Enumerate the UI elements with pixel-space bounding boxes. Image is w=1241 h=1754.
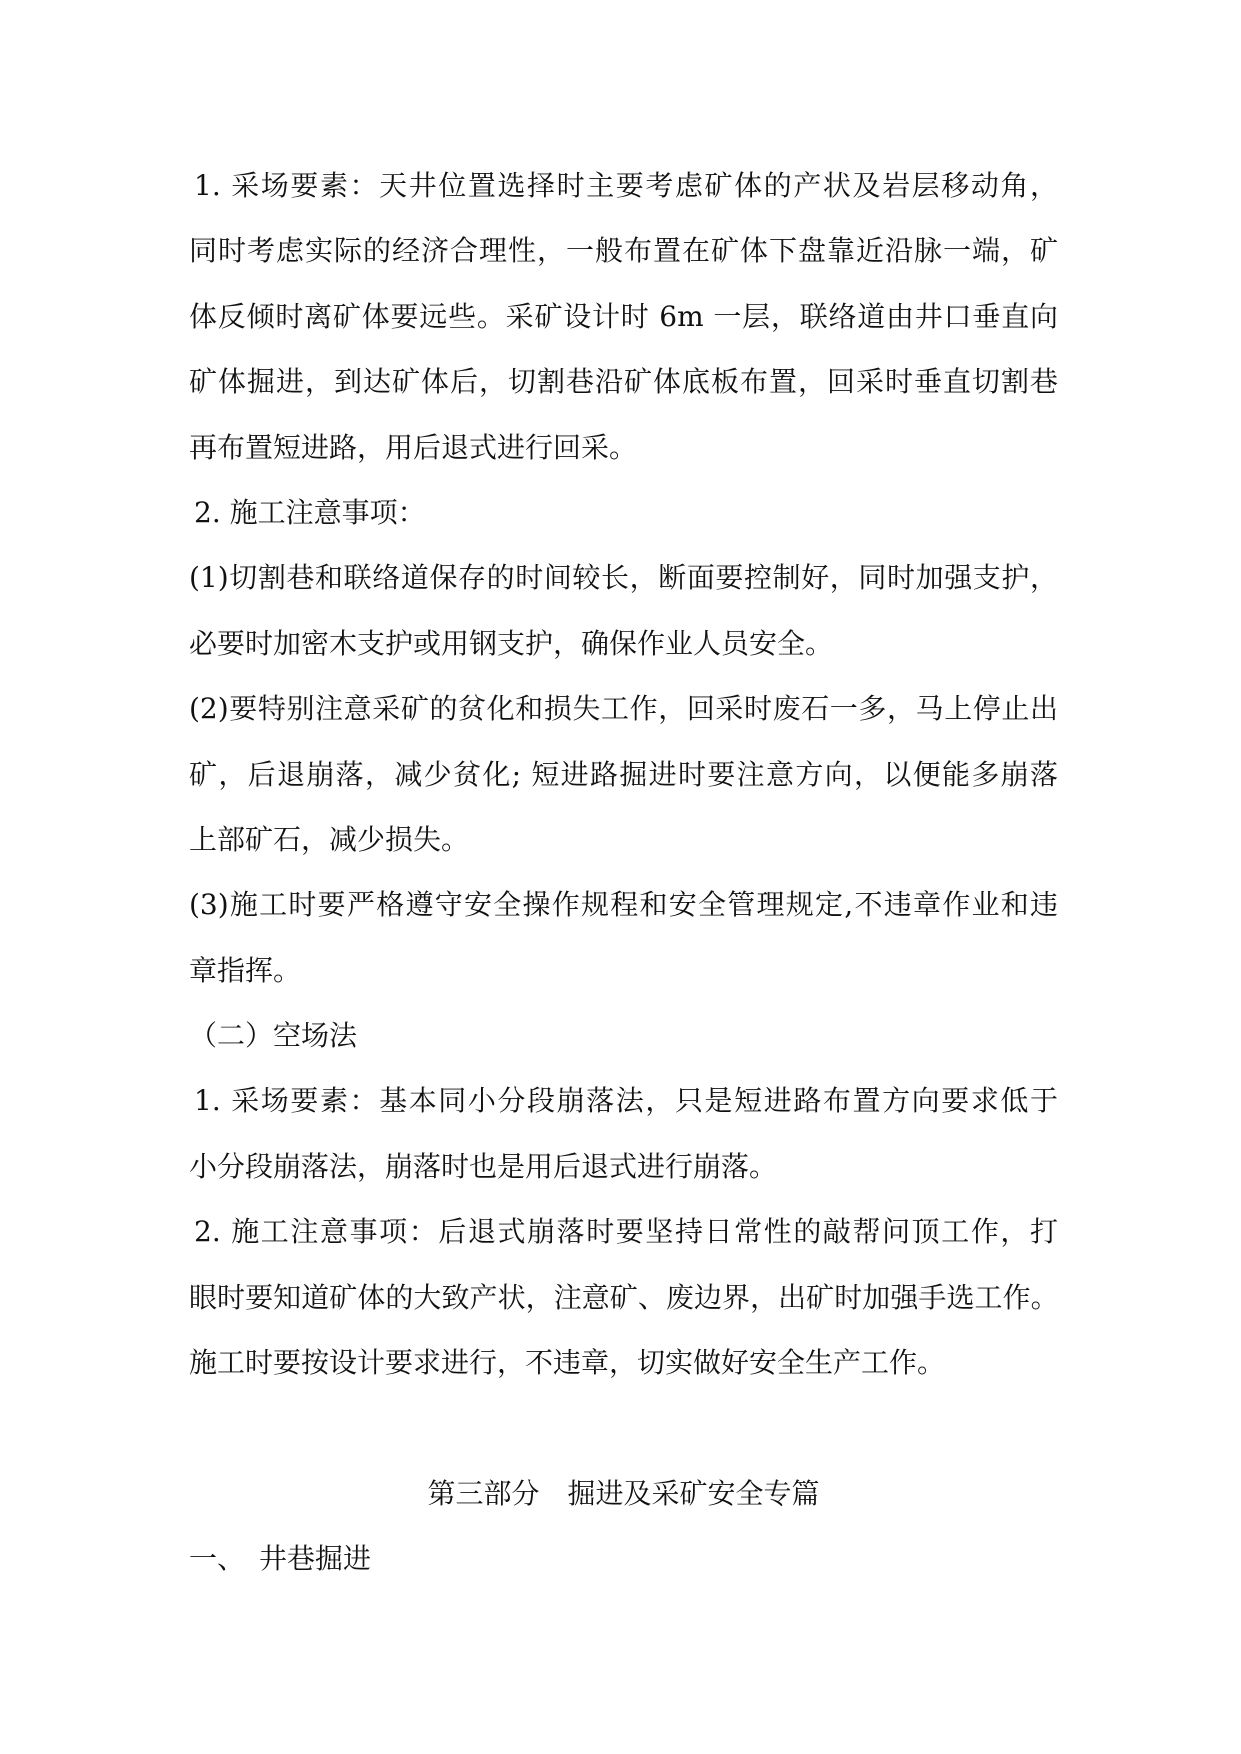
construction-notes-heading: 2. 施工注意事项： bbox=[194, 495, 426, 529]
paragraph-line: 小分段崩落法，崩落时也是用后退式进行崩落。 bbox=[189, 1149, 778, 1183]
section-heading: （二）空场法 bbox=[189, 1019, 358, 1053]
paragraph-line: 施工时要按设计要求进行，不违章，切实做好安全生产工作。 bbox=[189, 1346, 946, 1380]
paragraph-line: 再布置短进路，用后退式进行回采。 bbox=[189, 430, 638, 464]
spacer bbox=[189, 1395, 1058, 1460]
document-body bbox=[189, 153, 1058, 1592]
paragraph-line: 上部矿石，减少损失。 bbox=[189, 822, 470, 856]
subsection-heading: 一、 井巷掘进 bbox=[189, 1542, 372, 1576]
paragraph-line: (1)切割巷和联络道保存的时间较长，断面要控制好，同时加强支护， bbox=[189, 561, 1058, 595]
paragraph-line: 2. 施工注意事项：后退式崩落时要坚持日常性的敲帮问顶工作，打 bbox=[194, 1215, 1058, 1249]
open-stope-elements-paragraph bbox=[189, 1068, 1058, 1199]
paragraph-line: (2)要特别注意采矿的贫化和损失工作，回采时废石一多，马上停止出 bbox=[189, 692, 1058, 726]
paragraph-line: 体反倾时离矿体要远些。采矿设计时 6m 一层，联络道由井口垂直向 bbox=[189, 299, 1058, 333]
paragraph-line: 1. 采场要素：基本同小分段崩落法，只是短进路布置方向要求低于 bbox=[194, 1084, 1058, 1118]
paragraph-line: 眼时要知道矿体的大致产状，注意矿、废边界，出矿时加强手选工作。 bbox=[189, 1280, 1058, 1314]
part-title: 第三部分 掘进及采矿安全专篇 bbox=[427, 1476, 820, 1510]
paragraph-line: (3)施工时要严格遵守安全操作规程和安全管理规定,不违章作业和违 bbox=[189, 888, 1058, 922]
note-1-paragraph bbox=[189, 545, 1058, 676]
paragraph-line: 必要时加密木支护或用钢支护，确保作业人员安全。 bbox=[189, 626, 834, 660]
note-2-paragraph bbox=[189, 676, 1058, 872]
paragraph-line: 矿，后退崩落，减少贫化; 短进路掘进时要注意方向，以便能多崩落 bbox=[189, 757, 1058, 791]
paragraph-line: 章指挥。 bbox=[189, 953, 302, 987]
paragraph-line: 同时考虑实际的经济合理性，一般布置在矿体下盘靠近沿脉一端，矿 bbox=[189, 234, 1058, 268]
paragraph-line: 1. 采场要素：天井位置选择时主要考虑矿体的产状及岩层移动角， bbox=[194, 169, 1058, 202]
stope-elements-paragraph bbox=[189, 153, 1058, 480]
paragraph-line: 矿体掘进，到达矿体后，切割巷沿矿体底板布置，回采时垂直切割巷 bbox=[189, 365, 1058, 399]
note-3-paragraph bbox=[189, 872, 1058, 1003]
open-stope-notes-paragraph bbox=[189, 1199, 1058, 1395]
